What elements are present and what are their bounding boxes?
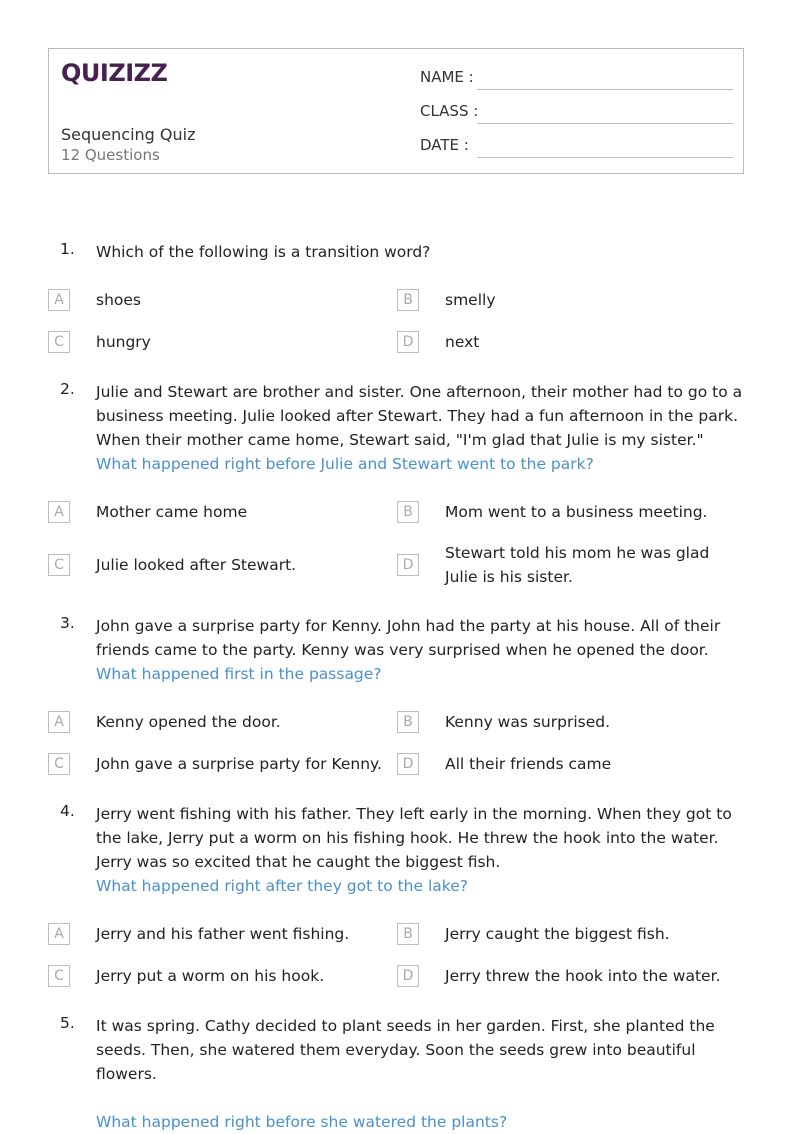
- option-letter: C: [48, 554, 70, 576]
- option-letter: C: [48, 965, 70, 987]
- name-line: [477, 89, 733, 90]
- option-text: Jerry threw the hook into the water.: [445, 967, 721, 985]
- option-text: Jerry put a worm on his hook.: [96, 967, 325, 985]
- question-prompt: It was spring. Cathy decided to plant seeds in her garden. First, she planted the seeds. Then, she watered them everyday. Soon the seeds grew into beautiful flowers.: [96, 1017, 715, 1083]
- quizizz-logo: QUIZIZZ: [61, 59, 168, 87]
- question-prompt: John gave a surprise party for Kenny. John had the party at his house. All of their friends came to the party. Kenny was very surprised when he opened the door.: [96, 617, 721, 659]
- option-letter: D: [397, 331, 419, 353]
- question-prompt: Jerry went fishing with his father. They left early in the morning. When they got to the lake, Jerry put a worm on his fishing hook. He threw the hook into the water. Jerry was so excited that he caught the biggest fish.: [96, 805, 732, 871]
- question-count: 12 Questions: [61, 146, 160, 164]
- option-text: hungry: [96, 333, 151, 351]
- option-text: John gave a surprise party for Kenny.: [96, 755, 382, 773]
- question-text: [96, 802, 746, 898]
- option-text: Mother came home: [96, 503, 248, 521]
- question-subprompt: What happened first in the passage?: [96, 665, 382, 683]
- option-letter: A: [48, 501, 70, 523]
- option-text: All their friends came: [445, 755, 612, 773]
- question-subprompt: What happened right after they got to the lake?: [96, 877, 468, 895]
- option-letter: A: [48, 923, 70, 945]
- option-text: next: [445, 333, 480, 351]
- option-letter: B: [397, 501, 419, 523]
- option-letter: D: [397, 965, 419, 987]
- option-text: Kenny opened the door.: [96, 713, 281, 731]
- question-prompt: Which of the following is a transition word?: [96, 243, 431, 261]
- name-label: NAME :: [420, 68, 474, 86]
- option-letter: C: [48, 331, 70, 353]
- question-subprompt: What happened right before she watered the plants?: [96, 1113, 508, 1131]
- option-letter: C: [48, 753, 70, 775]
- option-text: Mom went to a business meeting.: [445, 503, 708, 521]
- quiz-title: Sequencing Quiz: [61, 125, 196, 144]
- question-prompt: Julie and Stewart are brother and sister. One afternoon, their mother had to go to a business meeting. Julie looked after Stewart. They had a fun afternoon in the park. When their mother came home, Stewart said, "I'm glad that Julie is my sister.": [96, 383, 743, 449]
- question-number: 5.: [60, 1014, 75, 1032]
- question-text: [96, 380, 746, 476]
- option-text: Julie looked after Stewart.: [96, 556, 297, 574]
- date-label: DATE :: [420, 136, 469, 154]
- class-label: CLASS :: [420, 102, 479, 120]
- option-text: Jerry caught the biggest fish.: [445, 925, 670, 943]
- question-text: [96, 1014, 746, 1134]
- option-text: shoes: [96, 291, 141, 309]
- question-number: 3.: [60, 614, 75, 632]
- worksheet-header: [48, 48, 744, 174]
- question-text: [96, 614, 746, 686]
- question-number: 4.: [60, 802, 75, 820]
- option-letter: B: [397, 711, 419, 733]
- class-line: [477, 123, 733, 124]
- option-letter: D: [397, 753, 419, 775]
- date-line: [477, 157, 733, 158]
- question-subprompt: What happened right before Julie and Stewart went to the park?: [96, 455, 594, 473]
- question-number: 2.: [60, 380, 75, 398]
- option-text: Jerry and his father went fishing.: [96, 925, 350, 943]
- option-letter: D: [397, 554, 419, 576]
- option-letter: B: [397, 289, 419, 311]
- option-text: smelly: [445, 291, 496, 309]
- option-letter: A: [48, 289, 70, 311]
- option-text: Stewart told his mom he was glad Julie is his sister.: [445, 544, 710, 586]
- option-text: Kenny was surprised.: [445, 713, 611, 731]
- option-letter: A: [48, 711, 70, 733]
- question-text: [96, 240, 746, 264]
- option-letter: B: [397, 923, 419, 945]
- question-number: 1.: [60, 240, 75, 258]
